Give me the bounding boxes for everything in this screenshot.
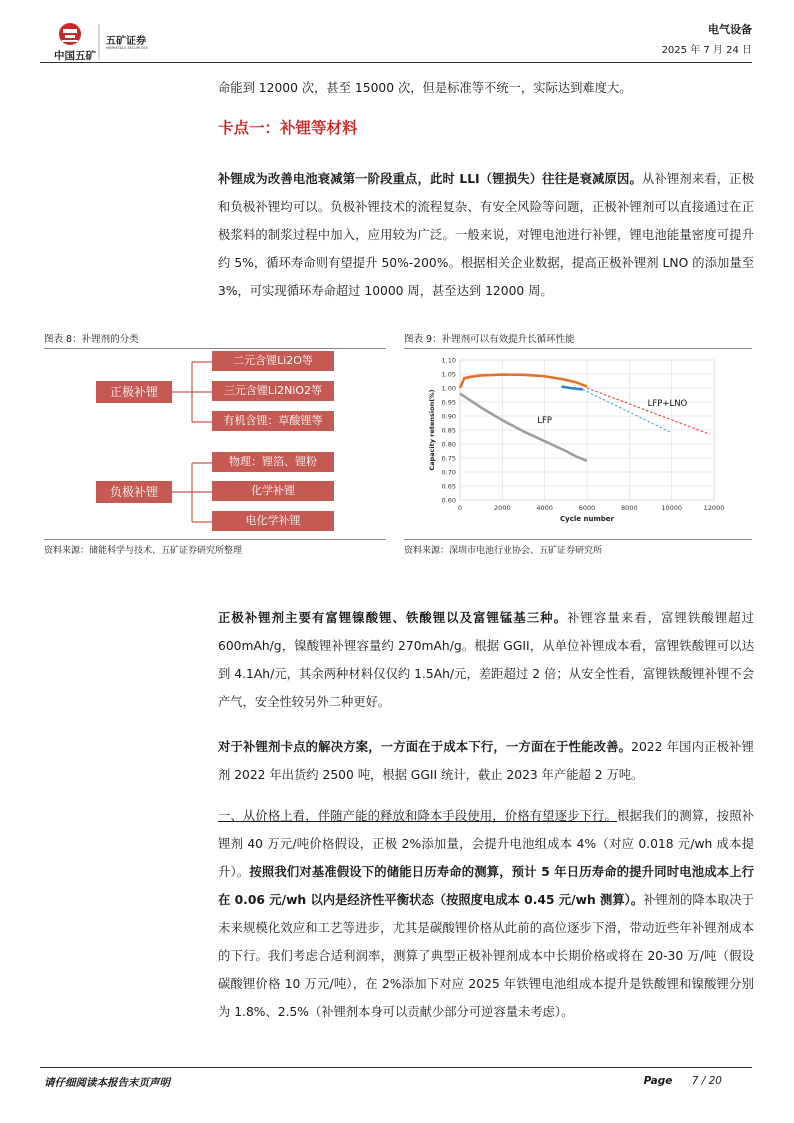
securities-name: 五矿证券 — [106, 36, 146, 47]
pos-item-ternary: 三元含锂Li2NiO2等 — [212, 381, 334, 401]
x-tick-label: 0 — [457, 504, 463, 512]
page-number: 7 / 20 — [691, 1075, 722, 1087]
neg-item-chemical: 化学补锂 — [212, 481, 334, 501]
paragraph-2-lead: 正极补锂剂主要有富锂镍酸锂、铁酸锂以及富锂锰基三种。 — [218, 611, 568, 625]
paragraph-1-lead: 补锂成为改善电池衰减第一阶段重点，此时 LLI（锂损失）往往是衰减原因。 — [218, 172, 642, 186]
paragraph-2 — [218, 604, 754, 716]
negative-lithium-box: 负极补锂 — [96, 481, 172, 503]
y-tick-label: 0.85 — [441, 426, 456, 435]
y-tick-label: 0.95 — [441, 398, 456, 407]
x-tick-label: 2000 — [494, 504, 511, 512]
y-axis-label: Capacity retension(%) — [428, 389, 436, 471]
neg-item-physical: 物理：锂箔、锂粉 — [212, 452, 334, 472]
paragraph-1-body: 从补锂剂来看，正极和负极补锂均可以。负极补锂技术的流程复杂、有安全风险等问题，正极补锂剂可以直接通过在正极浆料的制浆过程中加入，应用较为广泛。一般来说，对锂电池进行补锂，锂电池能量密度可提升约 5%，循环寿命则有望提升 50%-200%。根据相关企业数据，提高正极补锂剂 LNO 的添加量至 3%，可实现循环寿命超过 10000 周，甚至达到 12000 周。 — [218, 172, 754, 298]
paragraph-4-body-1: 根据我们的测算，按照补锂剂 40 万元/吨价格假设，正极 2%添加量，会提升电池组成本 4%（对应 0.018 元/wh 成本提升）。 — [218, 809, 754, 879]
figure-8-diagram — [44, 350, 386, 536]
footer-disclaimer: 请仔细阅读本报告末页声明 — [44, 1077, 170, 1089]
pos-item-binary: 二元含锂Li2O等 — [212, 351, 334, 371]
paragraph-4-body-2: 补锂剂的降本取决于未来规模化效应和工艺等进步，尤其是碳酸锂价格从此前的高位逐步下滑，带动近些年补锂剂成本的下行。我们考虑合适利润率，测算了典型正极补锂剂成本中长期价格或将在 20-30 万/吨（假设碳酸锂价格 10 万元/吨），在 2%添加下对应 2025 年铁锂电池组成本提升是铁酸锂和镍酸锂分别为 1.8%、2.5%（补锂剂本身可以贡献少部分可逆容量未考虑）。 — [218, 893, 754, 1019]
annotation-label: LFP+LNO — [647, 399, 688, 410]
report-date: 2025 年 7 月 24 日 — [661, 45, 752, 56]
header-divider — [40, 62, 752, 63]
x-tick-label: 12000 — [703, 504, 725, 512]
footer-page — [644, 1075, 722, 1087]
x-tick-label: 8000 — [621, 504, 638, 512]
figure-8-title: 图表 8：补锂剂的分类 — [44, 334, 139, 345]
section-title: 卡点一：补锂等材料 — [218, 119, 358, 137]
page-label: Page — [643, 1075, 673, 1087]
y-tick-label: 1.10 — [441, 356, 456, 365]
y-tick-label: 1.05 — [441, 370, 456, 379]
figure-8-top-rule — [44, 348, 386, 349]
paragraph-4 — [218, 802, 754, 1026]
neg-item-electrochemical: 电化学补锂 — [212, 511, 334, 531]
paragraph-2-body: 补锂容量来看，富锂铁酸锂超过600mAh/g，镍酸锂补锂容量约 270mAh/g。根据 GGII，从单位补锂成本看，富锂铁酸锂可以达到 4.1Ah/元，其余两种材料仅仅约 1.5Ah/元，差距超过 2 倍；从安全性看，富锂铁酸锂补锂不会产气，安全性较另外二种更好。 — [218, 611, 754, 709]
pos-item-organic: 有机含锂：草酸锂等 — [212, 411, 334, 431]
figure-9-title: 图表 9：补锂剂可以有效提升长循环性能 — [404, 334, 575, 345]
paragraph-3-body: 2022 年国内正极补锂剂 2022 年出货约 2500 吨，根据 GGII 统计，截止 2023 年产能超 2 万吨。 — [218, 740, 754, 782]
company-name: 中国五矿 — [54, 50, 96, 62]
paragraph-4-underlined-lead: 一、从价格上看，伴随产能的释放和降本手段使用，价格有望逐步下行。 — [218, 809, 617, 823]
annotation-label: LFP — [537, 416, 553, 426]
figure-8-source: 资料来源：储能科学与技术、五矿证券研究所整理 — [44, 546, 243, 556]
figure-9-top-rule — [404, 348, 752, 349]
paragraph-1 — [218, 165, 754, 305]
y-tick-label: 0.80 — [441, 440, 456, 449]
figure-9-source: 资料来源：深圳市电池行业协会、五矿证券研究所 — [404, 546, 603, 556]
paragraph-3 — [218, 733, 754, 789]
footer-divider — [40, 1067, 752, 1068]
report-category: 电气设备 — [708, 23, 752, 36]
figure-8-bottom-rule — [44, 539, 386, 540]
y-tick-label: 0.70 — [441, 468, 456, 477]
y-tick-label: 0.65 — [441, 482, 456, 491]
positive-lithium-box: 正极补锂 — [96, 381, 172, 403]
y-tick-label: 0.90 — [441, 412, 456, 421]
x-axis-label: Cycle number — [560, 515, 614, 523]
x-tick-label: 6000 — [578, 504, 596, 512]
y-tick-label: 0.60 — [441, 496, 456, 505]
x-tick-label: 10000 — [661, 504, 683, 512]
figure-9-chart — [404, 350, 752, 536]
company-logo — [44, 20, 164, 64]
y-tick-label: 1.00 — [441, 384, 456, 393]
paragraph-4-bold: 按照我们对基准假设下的储能日历寿命的测算，预计 5 年日历寿命的提升同时电池成本上行在 0.06 元/wh 以内是经济性平衡状态（按照度电成本 0.45 元/wh 测算）。 — [218, 865, 754, 907]
y-tick-label: 0.75 — [441, 454, 456, 463]
x-tick-label: 4000 — [536, 504, 553, 512]
figure-9-bottom-rule — [404, 539, 752, 540]
intro-line: 命能到 12000 次，甚至 15000 次，但是标准等不统一，实际达到难度大。 — [218, 81, 632, 95]
paragraph-3-lead: 对于补锂剂卡点的解决方案，一方面在于成本下行，一方面在于性能改善。 — [218, 740, 632, 754]
securities-name-en: MINMETALS SECURITIES — [106, 46, 148, 50]
